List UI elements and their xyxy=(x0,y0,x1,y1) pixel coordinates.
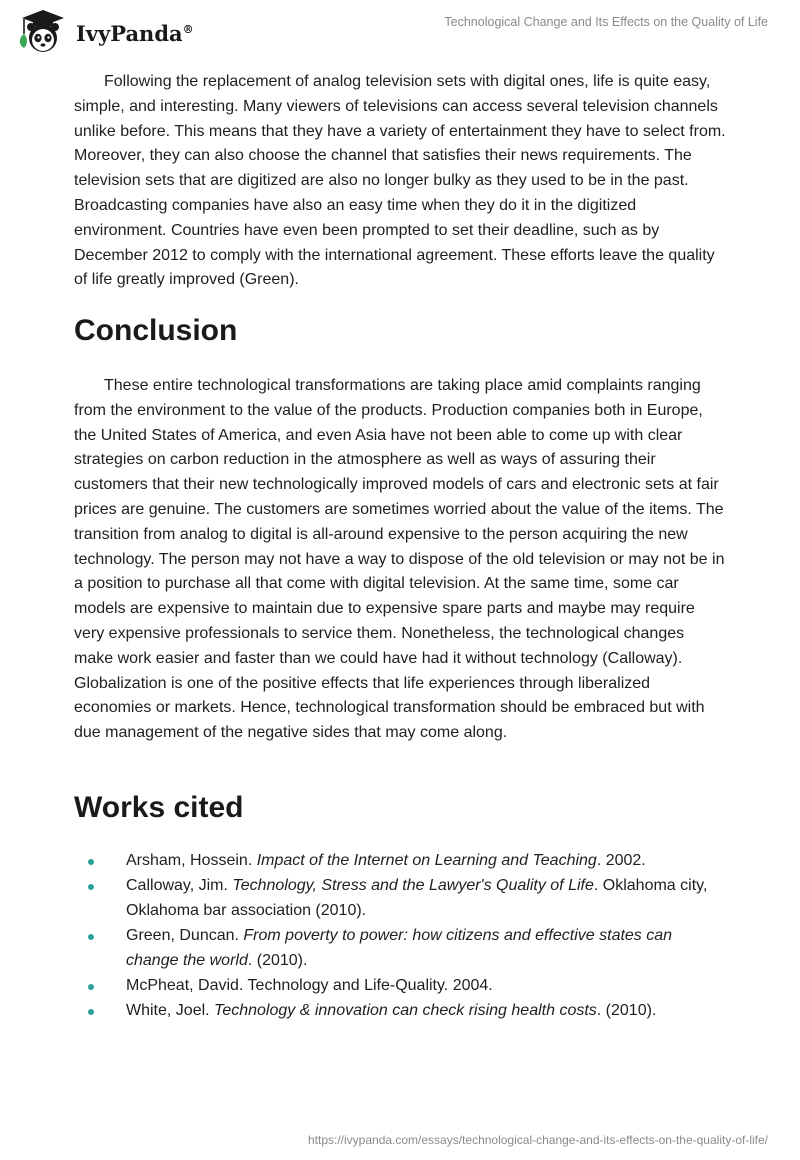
bullet-icon xyxy=(88,1009,94,1015)
bullet-icon xyxy=(88,884,94,890)
citation-item: White, Joel. Technology & innovation can check rising health costs. (2010). xyxy=(74,998,726,1023)
conclusion-heading: Conclusion xyxy=(74,314,238,347)
citation-item: Green, Duncan. From poverty to power: how citizens and effective states can change the world. (2010). xyxy=(74,923,726,973)
works-cited-heading: Works cited xyxy=(74,791,244,824)
panda-graduate-icon xyxy=(14,8,72,56)
bullet-icon xyxy=(88,984,94,990)
ivypanda-logo[interactable] xyxy=(14,8,194,56)
citation-item: McPheat, David. Technology and Life-Quality. 2004. xyxy=(74,973,726,998)
document-title: Technological Change and Its Effects on the Quality of Life xyxy=(444,15,768,29)
body-paragraph: Following the replacement of analog television sets with digital ones, life is quite easy, simple, and interesting. Many viewers of televisions can access several television channels unlike before. This means that they have a variety of entertainment they have to select from. Moreover, they can also choose the channel that satisfies their news requirements. The television sets that are digitized are also no longer bulky as they used to be in the past. Broadcasting companies have also an easy time when they do it in the digitized environment. Countries have even been prompted to set their deadline, such as by December 2012 to comply with the international agreement. These efforts leave the quality of life greatly improved (Green). xyxy=(74,73,726,289)
conclusion-paragraph: These entire technological transformations are taking place amid complaints ranging from the environment to the value of the products. Production companies both in Europe, the United States of America, and even Asia have not been able to come up with clear strategies on carbon reduction in the atmosphere as well as ways of assuring their customers that their new technologically improved models of cars and electronic sets at fair prices are genuine. The customers are sometimes worried about the value of the items. The transition from analog to digital is all-around expensive to the person acquiring the new technology. The person may not have a way to dispose of the old television or may not be in a position to purchase all that come with digital television. At the same time, some car models are expensive to maintain due to expensive spare parts and maybe may require very expensive professionals to service them. Nonetheless, the technological changes make work easier and faster than we could have had it without technology (Calloway). Globalization is one of the positive effects that life experiences through liberalized economies or markets. Hence, technological transformation should be embraced but with due management of the negative sides that may come along. xyxy=(74,377,725,742)
citation-item: Calloway, Jim. Technology, Stress and the Lawyer's Quality of Life. Oklahoma city, Oklahoma bar association (2010). xyxy=(74,873,726,923)
citation-item: Arsham, Hossein. Impact of the Internet on Learning and Teaching. 2002. xyxy=(74,848,726,873)
bullet-icon xyxy=(88,934,94,940)
source-url-link[interactable]: https://ivypanda.com/essays/technological-change-and-its-effects-on-the-quality-of-life/ xyxy=(307,1133,768,1147)
brand-name: IvyPanda® xyxy=(76,20,194,46)
bullet-icon xyxy=(88,859,94,865)
page-header xyxy=(0,0,800,60)
works-cited-list xyxy=(74,848,726,1023)
